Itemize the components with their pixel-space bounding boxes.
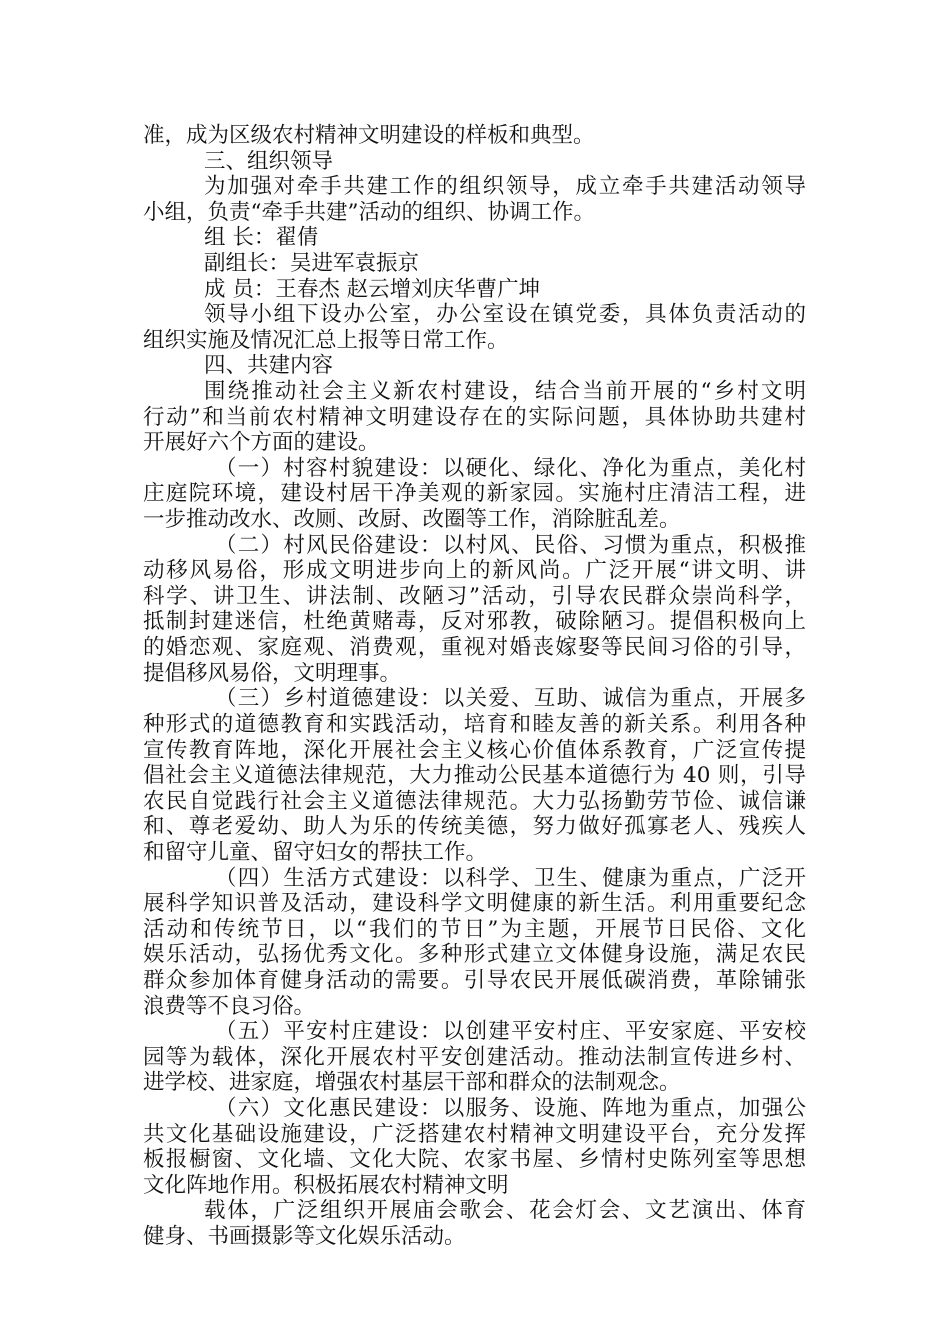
section-heading: 四、共建内容 [204, 353, 334, 378]
text-line: 行动”和当前农村精神文明建设存在的实际问题，具体协助共建村 [143, 405, 806, 430]
text-line: 共文化基础设施建设，广泛搭建农村精神文明建设平台，充分发挥 [143, 1122, 806, 1147]
text-line: （五）平安村庄建设：以创建平安村庄、平安家庭、平安校 [215, 1019, 806, 1044]
text-line: 板报橱窗、文化墙、文化大院、农家书屋、乡情村史陈列室等思想 [143, 1147, 806, 1172]
text-line: （一）村容村貌建设：以硬化、绿化、净化为重点，美化村 [215, 456, 806, 481]
text-line: 小组，负责“牵手共建”活动的组织、协调工作。 [143, 200, 595, 225]
text-line: （四）生活方式建设：以科学、卫生、健康为重点，广泛开 [215, 866, 806, 891]
text-line: 庄庭院环境，建设村居干净美观的新家园。实施村庄清洁工程，进 [143, 481, 806, 506]
text-line: 和留守儿童、留守妇女的帮扶工作。 [143, 840, 488, 865]
text-line: 倡社会主义道德法律规范，大力推动公民基本道德行为 40 则，引导 [143, 763, 806, 788]
text-line: 科学、讲卫生、讲法制、改陋习”活动，引导农民群众崇尚科学， [143, 584, 806, 609]
text-line: 动移风易俗，形成文明进步向上的新风尚。广泛开展“讲文明、讲 [143, 558, 806, 583]
text-line: 群众参加体育健身活动的需要。引导农民开展低碳消费，革除铺张 [143, 968, 806, 993]
section-heading: 三、组织领导 [204, 149, 334, 174]
text-line: 进学校、进家庭，增强农村基层干部和群众的法制观念。 [143, 1070, 681, 1095]
text-line: 组织实施及情况汇总上报等日常工作。 [143, 328, 509, 353]
text-line: 准，成为区级农村精神文明建设的样板和典型。 [143, 123, 595, 148]
text-line: 载体，广泛组织开展庙会歌会、花会灯会、文艺演出、体育 [204, 1198, 806, 1223]
text-line: 和、尊老爱幼、助人为乐的传统美德，努力做好孤寡老人、残疾人 [143, 814, 806, 839]
text-line: 健身、书画摄影等文化娱乐活动。 [143, 1224, 466, 1249]
text-line: （二）村风民俗建设：以村风、民俗、习惯为重点，积极推 [215, 533, 806, 558]
text-line: 一步推动改水、改厕、改厨、改圈等工作，消除脏乱差。 [143, 507, 681, 532]
text-line: 的婚恋观、家庭观、消费观，重视对婚丧嫁娶等民间习俗的引导， [143, 635, 806, 660]
text-line: 活动和传统节日，以“我们的节日”为主题，开展节日民俗、文化 [143, 917, 806, 942]
text-line: 娱乐活动，弘扬优秀文化。多种形式建立文体健身设施，满足农民 [143, 942, 806, 967]
text-line: 开展好六个方面的建设。 [143, 430, 380, 455]
text-line: 提倡移风易俗，文明理事。 [143, 661, 402, 686]
text-line: 成 员：王春杰 赵云增刘庆华曹广坤 [204, 277, 541, 302]
text-line: 围绕推动社会主义新农村建设，结合当前开展的“乡村文明 [204, 379, 806, 404]
text-line: 副组长：吴进军袁振京 [204, 251, 420, 276]
text-line: 领导小组下设办公室，办公室设在镇党委，具体负责活动的 [204, 302, 806, 327]
text-line: 组 长：翟倩 [204, 225, 319, 250]
text-line: 文化阵地作用。积极拓展农村精神文明 [143, 1173, 509, 1198]
text-line: 宣传教育阵地，深化开展社会主义核心价值体系教育，广泛宣传提 [143, 738, 806, 763]
text-line: 展科学知识普及活动，建设科学文明健康的新生活。利用重要纪念 [143, 891, 806, 916]
text-line: （三）乡村道德建设：以关爱、互助、诚信为重点，开展多 [215, 686, 806, 711]
text-line: 浪费等不良习俗。 [143, 994, 316, 1019]
text-line: 园等为载体，深化开展农村平安创建活动。推动法制宣传进乡村、 [143, 1045, 806, 1070]
text-line: 抵制封建迷信，杜绝黄赌毒，反对邪教，破除陋习。提倡积极向上 [143, 609, 806, 634]
text-line: 种形式的道德教育和实践活动，培育和睦友善的新关系。利用各种 [143, 712, 806, 737]
text-line: （六）文化惠民建设：以服务、设施、阵地为重点，加强公 [215, 1096, 806, 1121]
text-line: 农民自觉践行社会主义道德法律规范。大力弘扬勤劳节俭、诚信谦 [143, 789, 806, 814]
text-line: 为加强对牵手共建工作的组织领导，成立牵手共建活动领导 [204, 174, 806, 199]
